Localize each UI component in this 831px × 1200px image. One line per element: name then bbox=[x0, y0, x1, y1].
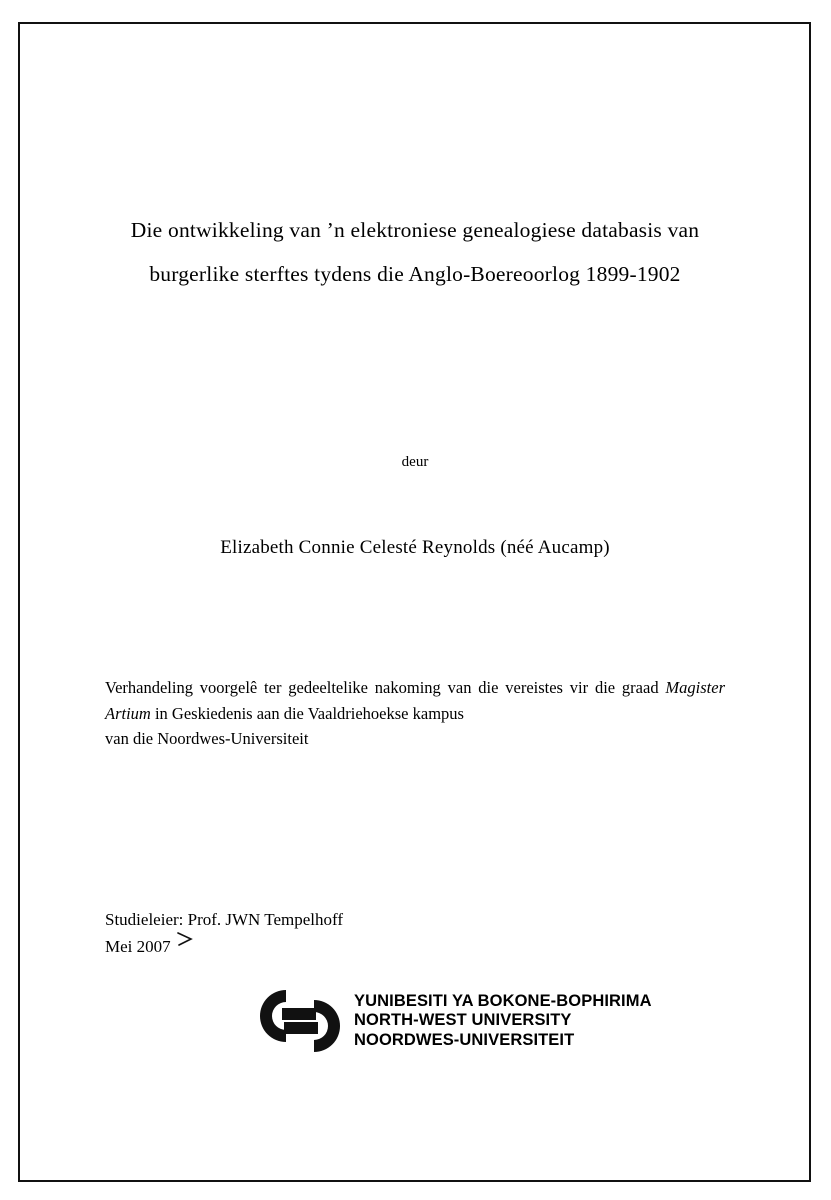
degree-name: Magister Artium bbox=[105, 678, 725, 723]
page-title bbox=[104, 208, 726, 296]
degree-statement-part2: in Geskiedenis aan die Vaaldriehoekse kampus bbox=[150, 703, 464, 723]
title-line-2: burgerlike sterftes tydens die Anglo-Boereoorlog 1899-1902 bbox=[149, 262, 681, 286]
title-page-content bbox=[104, 22, 726, 1182]
university-logo bbox=[104, 984, 726, 1064]
title-line-1: Die ontwikkeling van ’n elektroniese genealogiese databasis van bbox=[130, 218, 700, 242]
logo-text-line-3: NOORDWES-UNIVERSITEIT bbox=[354, 1030, 575, 1049]
date-line bbox=[105, 933, 725, 960]
degree-statement-part3: van die Noordwes-Universiteit bbox=[105, 729, 309, 748]
north-west-university-logo-icon bbox=[252, 984, 348, 1058]
author-name: Elizabeth Connie Celesté Reynolds (néé Aucamp) bbox=[220, 537, 610, 558]
logo-text-line-2: NORTH-WEST UNIVERSITY bbox=[354, 1011, 572, 1030]
supervisor-line: Studieleier: Prof. JWN Tempelhoff bbox=[105, 910, 344, 929]
university-logo-text bbox=[354, 992, 652, 1051]
degree-statement-part1: Verhandeling voorgelê ter gedeeltelike nakoming van die vereistes vir die graad bbox=[105, 678, 666, 697]
degree-statement bbox=[105, 675, 725, 752]
handwritten-mark-icon bbox=[177, 931, 195, 947]
logo-text-line-1: YUNIBESITI YA BOKONE-BOPHIRIMA bbox=[354, 991, 652, 1010]
date-text: Mei 2007 bbox=[105, 937, 171, 956]
byline-label: deur bbox=[401, 454, 429, 470]
supervisor-and-date bbox=[105, 906, 725, 960]
